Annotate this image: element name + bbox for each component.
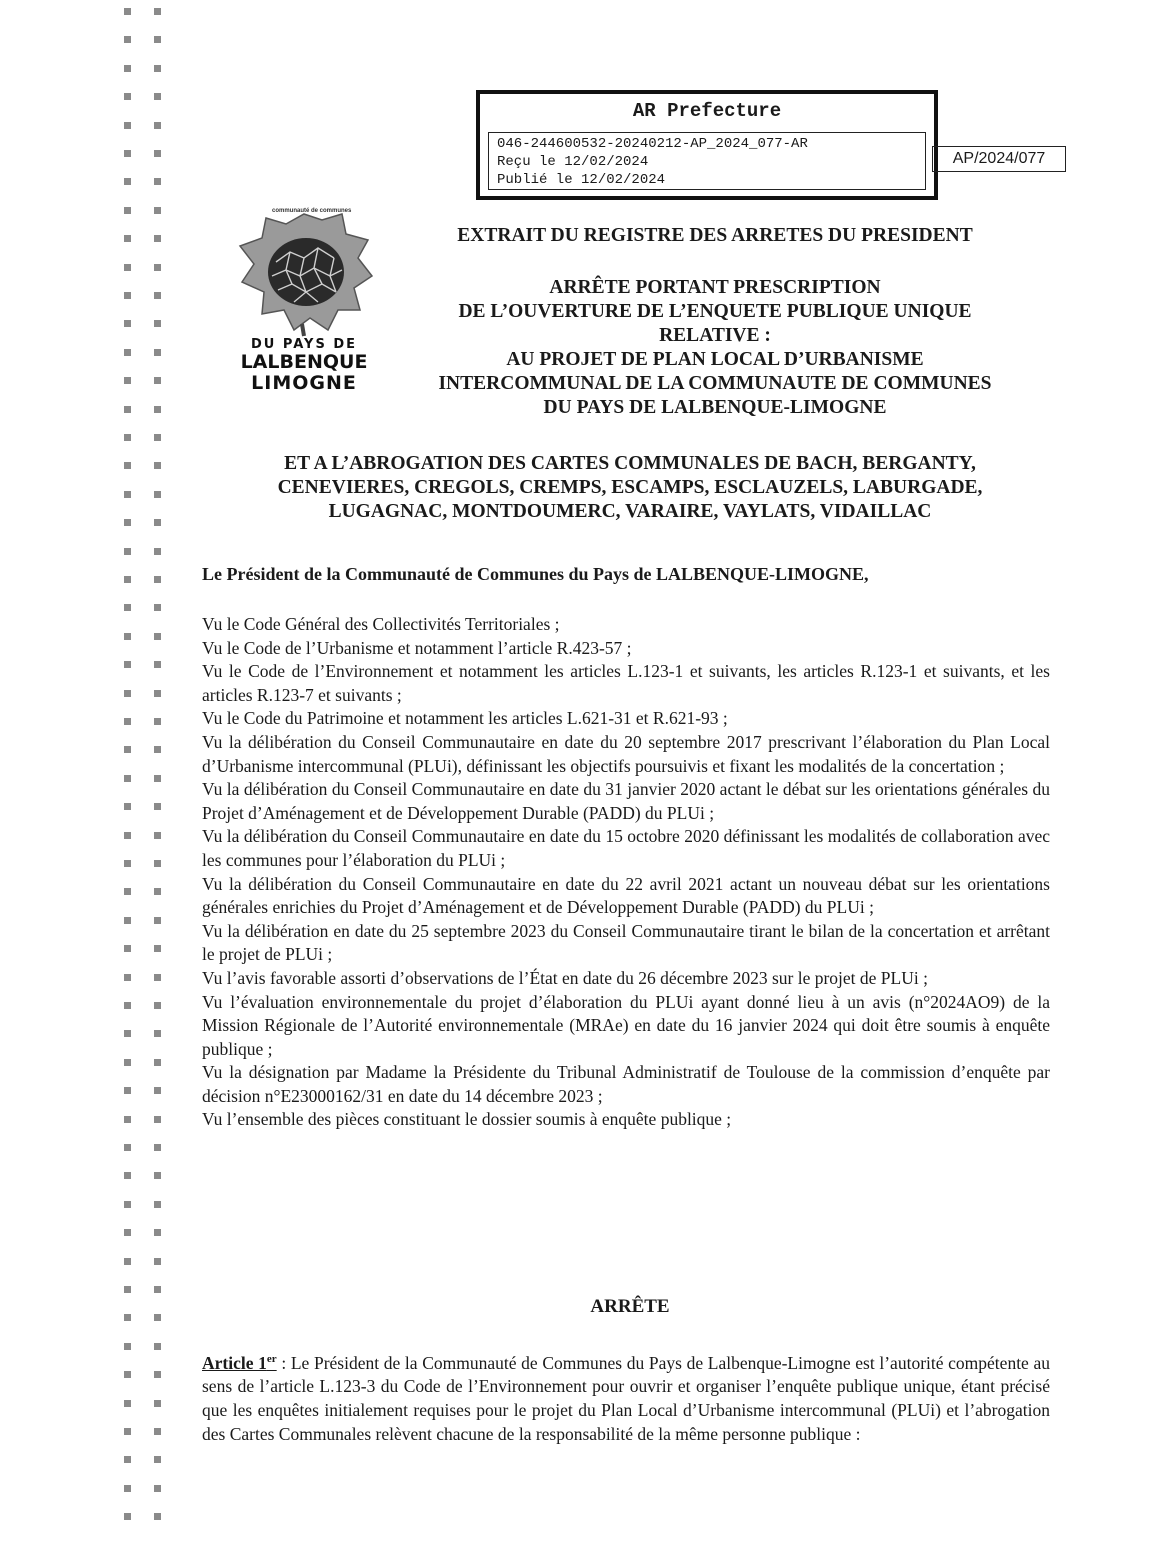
punch-hole	[124, 832, 131, 839]
punch-hole	[124, 235, 131, 242]
punch-hole	[124, 1116, 131, 1123]
punch-hole	[154, 1343, 161, 1350]
decree-title-line: DU PAYS DE LALBENQUE-LIMOGNE	[543, 397, 887, 418]
punch-hole	[154, 178, 161, 185]
punch-hole	[124, 576, 131, 583]
president-line: Le Président de la Communauté de Communes du Pays de LALBENQUE-LIMOGNE,	[202, 564, 869, 584]
consideration-item: Vu le Code de l’Environnement et notamment les articles L.123-1 et suivants, les articles R.123-1 et suivants, et les articles R.123-7 et suivants ;	[202, 661, 1050, 705]
logo-line-3: LIMOGNE	[251, 372, 357, 394]
punch-hole	[154, 888, 161, 895]
punch-hole	[154, 1144, 161, 1151]
punch-hole	[124, 1286, 131, 1293]
punch-hole	[154, 917, 161, 924]
punch-hole	[124, 65, 131, 72]
punch-hole	[124, 1229, 131, 1236]
punch-hole	[154, 434, 161, 441]
punch-hole	[124, 633, 131, 640]
punch-hole	[124, 349, 131, 356]
consideration-item: Vu la délibération du Conseil Communautaire en date du 31 janvier 2020 actant le débat sur les orientations générales du Projet d’Aménagement et de Développement Durable (PADD) du PLUi ;	[202, 779, 1050, 823]
article-1-text: : Le Président de la Communauté de Communes du Pays de Lalbenque-Limogne est l’autorité compétente au sens de l’article L.123-3 du Code de l’Environnement pour ouvrir et organiser l’enquête publique unique, étant précisé que les enquêtes initialement requises pour le projet du Plan Local d’Urbanisme intercommunal (PLUi) et l’abrogation des Cartes Communales relèvent chacune de la responsabilité de la même personne publique :	[202, 1352, 1050, 1444]
punch-hole	[124, 519, 131, 526]
punch-hole	[154, 633, 161, 640]
punch-hole	[154, 832, 161, 839]
punch-hole	[154, 1428, 161, 1435]
punch-hole	[124, 1343, 131, 1350]
stamp-details	[488, 132, 926, 190]
punch-hole	[124, 491, 131, 498]
punch-hole	[154, 207, 161, 214]
punch-hole	[124, 690, 131, 697]
logo-wordmark	[234, 338, 374, 394]
logo-top-text: communauté de communes	[272, 208, 352, 214]
stamp-reference-line: 046-244600532-20240212-AP_2024_077-AR	[497, 136, 808, 152]
punch-hole	[154, 462, 161, 469]
punch-hole	[154, 1059, 161, 1066]
punch-hole	[124, 1400, 131, 1407]
punch-hole	[124, 320, 131, 327]
punch-hole	[124, 945, 131, 952]
punch-hole	[124, 1456, 131, 1463]
punch-hole	[124, 1513, 131, 1520]
stamp-received-line: Reçu le 12/02/2024	[497, 154, 649, 170]
abrogation-heading	[200, 452, 1060, 524]
punch-hole	[154, 519, 161, 526]
punch-hole	[154, 1172, 161, 1179]
article-1-label	[202, 1353, 277, 1373]
punch-hole	[154, 65, 161, 72]
punch-hole	[154, 93, 161, 100]
punch-hole	[124, 1144, 131, 1151]
consideration-item: Vu le Code de l’Urbanisme et notamment l’article R.423-57 ;	[202, 637, 632, 658]
decree-title-line: ARRÊTE PORTANT PRESCRIPTION	[549, 277, 881, 298]
punch-hole	[154, 122, 161, 129]
punch-hole	[154, 150, 161, 157]
punch-hole	[154, 1201, 161, 1208]
punch-hole	[154, 1513, 161, 1520]
punch-hole	[124, 462, 131, 469]
punch-hole	[154, 1087, 161, 1094]
punch-hole	[124, 36, 131, 43]
article-1-number: Article 1	[202, 1352, 267, 1373]
punch-hole	[124, 746, 131, 753]
decree-title	[400, 276, 1030, 420]
punch-hole	[124, 775, 131, 782]
abrogation-line: CENEVIERES, CREGOLS, CREMPS, ESCAMPS, ESCLAUZELS, LABURGADE,	[277, 477, 983, 498]
punch-hole	[154, 945, 161, 952]
logo-line-1: DU PAYS DE	[251, 337, 357, 352]
punch-hole	[124, 548, 131, 555]
ar-prefecture-stamp	[476, 90, 938, 200]
punch-hole	[124, 264, 131, 271]
punch-hole	[154, 491, 161, 498]
punch-hole	[124, 1172, 131, 1179]
consideration-item: Vu la délibération du Conseil Communautaire en date du 15 octobre 2020 définissant les modalités de collaboration avec les communes pour l’élaboration du PLUi ;	[202, 826, 1050, 870]
punch-hole	[124, 434, 131, 441]
punch-hole	[154, 292, 161, 299]
punch-hole	[124, 803, 131, 810]
punch-hole	[154, 548, 161, 555]
punch-hole	[154, 1485, 161, 1492]
punch-hole	[124, 718, 131, 725]
consideration-item: Vu la délibération du Conseil Communautaire en date du 22 avril 2021 actant un nouveau débat sur les orientations générales enrichies du Projet d’Aménagement et de Développement Durable (PADD) du PLUi ;	[202, 873, 1050, 918]
punch-hole	[124, 888, 131, 895]
punch-hole	[154, 1456, 161, 1463]
article-1	[202, 1348, 1050, 1446]
punch-hole	[154, 406, 161, 413]
consideration-item: Vu l’avis favorable assorti d’observations de l’État en date du 26 décembre 2023 sur le projet de PLUi ;	[202, 967, 928, 988]
punch-hole	[124, 974, 131, 981]
decree-title-line: INTERCOMMUNAL DE LA COMMUNAUTE DE COMMUNES	[438, 373, 992, 394]
punch-hole	[154, 718, 161, 725]
punch-hole	[124, 292, 131, 299]
punch-hole	[154, 746, 161, 753]
consideration-item: Vu l’évaluation environnementale du projet d’élaboration du PLUi ayant donné lieu à un avis (n°2024AO9) de la Mission Régionale de l’Autorité environnementale (MRAe) en date du 16 janvier 2024 qui doit être soumis à enquête publique ;	[202, 991, 1050, 1059]
community-logo	[234, 206, 374, 402]
punch-hole	[124, 178, 131, 185]
punch-hole	[124, 1258, 131, 1265]
punch-hole	[124, 1030, 131, 1037]
punch-hole	[154, 576, 161, 583]
punch-hole	[154, 235, 161, 242]
act-reference-box: AP/2024/077	[932, 146, 1066, 172]
punch-hole	[124, 1059, 131, 1066]
punch-hole	[154, 1371, 161, 1378]
punch-hole	[124, 1485, 131, 1492]
punch-hole	[154, 8, 161, 15]
punch-hole	[124, 150, 131, 157]
punch-hole	[124, 1201, 131, 1208]
stamp-title: AR Prefecture	[632, 100, 782, 122]
punch-hole	[154, 320, 161, 327]
punch-hole	[124, 122, 131, 129]
punch-hole	[154, 775, 161, 782]
punch-hole	[124, 1314, 131, 1321]
decision-heading: ARRÊTE	[590, 1296, 670, 1317]
punch-hole	[154, 1400, 161, 1407]
punch-hole	[154, 349, 161, 356]
punch-hole	[124, 406, 131, 413]
punch-hole	[154, 1002, 161, 1009]
punch-hole	[124, 917, 131, 924]
punch-hole	[154, 264, 161, 271]
logo-line-2: LALBENQUE	[240, 351, 368, 373]
decree-title-line: DE L’OUVERTURE DE L’ENQUETE PUBLIQUE UNIQUE	[458, 301, 972, 322]
consideration-item: Vu le Code du Patrimoine et notamment les articles L.621-31 et R.621-93 ;	[202, 708, 728, 729]
punch-hole	[124, 604, 131, 611]
punch-hole	[124, 377, 131, 384]
decree-title-line: RELATIVE :	[659, 325, 771, 346]
abrogation-line: ET A L’ABROGATION DES CARTES COMMUNALES DE BACH, BERGANTY,	[284, 453, 976, 474]
punch-hole	[154, 1314, 161, 1321]
punch-hole	[154, 690, 161, 697]
stamp-published-line: Publié le 12/02/2024	[497, 172, 666, 188]
consideration-item: Vu la délibération en date du 25 septembre 2023 du Conseil Communautaire tirant le bilan de la concertation et arrêtant le projet de PLUi ;	[202, 920, 1050, 965]
considerations-list	[202, 613, 1050, 1132]
punch-hole	[154, 604, 161, 611]
punch-hole	[154, 1030, 161, 1037]
punch-hole	[154, 860, 161, 867]
oak-leaf-logo-icon	[234, 206, 374, 338]
punch-hole	[154, 1116, 161, 1123]
consideration-item: Vu la désignation par Madame la Présidente du Tribunal Administratif de Toulouse de la commission d’enquête par décision n°E23000162/31 en date du 14 décembre 2023 ;	[202, 1062, 1050, 1106]
punch-hole	[124, 207, 131, 214]
punch-hole	[124, 93, 131, 100]
punch-hole	[124, 1428, 131, 1435]
abrogation-line: LUGAGNAC, MONTDOUMERC, VARAIRE, VAYLATS, VIDAILLAC	[328, 501, 932, 522]
punch-hole	[124, 1002, 131, 1009]
register-extract-heading: EXTRAIT DU REGISTRE DES ARRETES DU PRESIDENT	[457, 225, 973, 246]
consideration-item: Vu l’ensemble des pièces constituant le dossier soumis à enquête publique ;	[202, 1109, 732, 1130]
consideration-item: Vu le Code Général des Collectivités Territoriales ;	[202, 614, 560, 634]
punch-hole	[154, 974, 161, 981]
punch-hole	[124, 860, 131, 867]
punch-hole	[124, 1087, 131, 1094]
punch-hole	[154, 661, 161, 668]
punch-hole	[154, 1286, 161, 1293]
decree-title-line: AU PROJET DE PLAN LOCAL D’URBANISME	[506, 349, 924, 370]
punch-hole	[154, 1229, 161, 1236]
punch-hole	[154, 36, 161, 43]
punch-hole	[124, 1371, 131, 1378]
punch-hole	[154, 803, 161, 810]
punch-hole	[154, 1258, 161, 1265]
punch-hole	[124, 661, 131, 668]
consideration-item: Vu la délibération du Conseil Communautaire en date du 20 septembre 2017 prescrivant l’élaboration du Plan Local d’Urbanisme intercommunal (PLUi), définissant les objectifs poursuivis et fixant les modalités de la concertation ;	[202, 731, 1050, 776]
article-1-ordinal: er	[266, 1353, 277, 1365]
binder-holes	[124, 8, 168, 1538]
punch-hole	[154, 377, 161, 384]
punch-hole	[124, 8, 131, 15]
